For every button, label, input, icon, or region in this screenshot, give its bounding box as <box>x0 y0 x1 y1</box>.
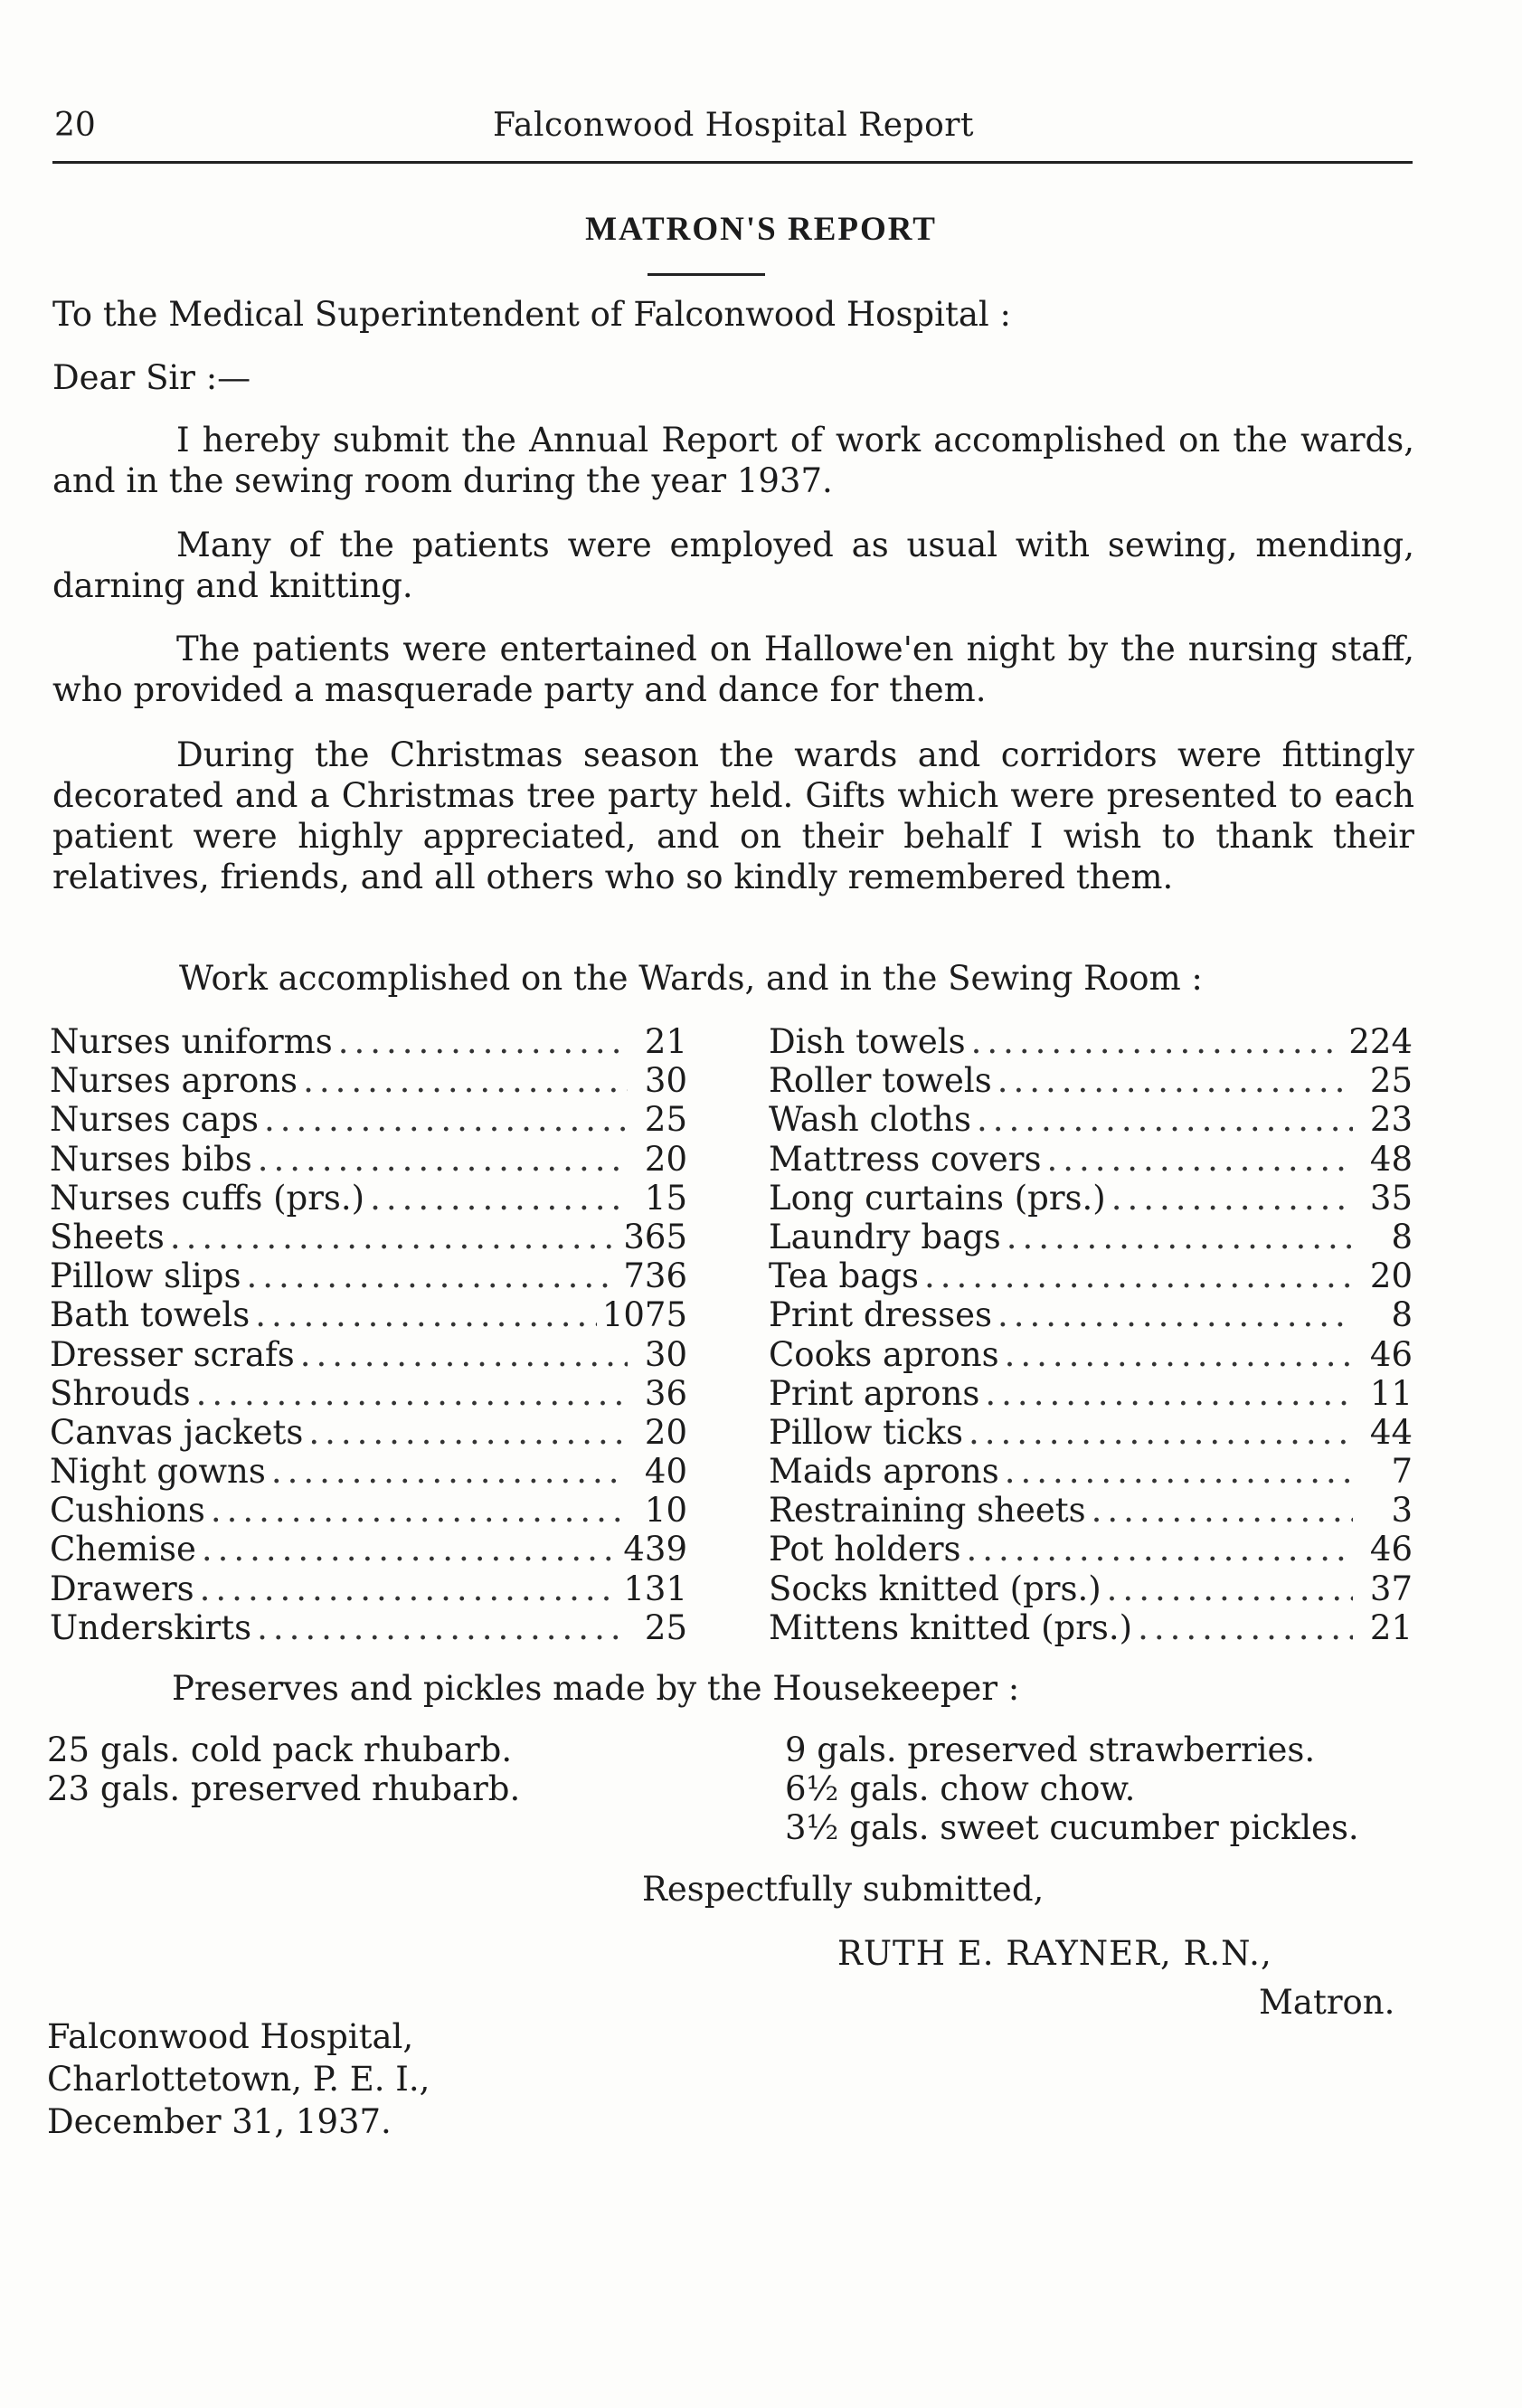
list-item <box>50 1608 687 1647</box>
leader-dots <box>1005 1452 1353 1491</box>
item-count: 7 <box>1391 1452 1413 1492</box>
item-label: Mattress covers <box>769 1139 1042 1179</box>
preserves-item: 9 gals. preserved strawberries. <box>785 1730 1316 1769</box>
item-label: Night gowns <box>50 1452 266 1492</box>
leader-dots <box>1005 1335 1353 1374</box>
list-item <box>50 1569 687 1608</box>
leader-dots <box>1107 1569 1353 1608</box>
item-count: 20 <box>644 1412 687 1452</box>
item-count: 23 <box>1369 1100 1413 1140</box>
item-count: 37 <box>1369 1569 1413 1608</box>
list-item <box>50 1061 687 1100</box>
address-line: Falconwood Hospital, <box>47 2017 414 2056</box>
leader-dots <box>1138 1608 1353 1647</box>
list-item <box>769 1140 1413 1179</box>
leader-dots <box>255 1295 597 1334</box>
leader-dots <box>338 1022 628 1061</box>
item-label: Nurses aprons <box>50 1061 298 1101</box>
item-count: 36 <box>644 1373 687 1413</box>
item-count: 48 <box>1369 1139 1413 1179</box>
list-item <box>769 1100 1413 1139</box>
leader-dots <box>997 1061 1353 1100</box>
item-count: 11 <box>1369 1373 1413 1413</box>
item-label: Socks knitted (prs.) <box>769 1569 1101 1608</box>
list-item <box>769 1218 1413 1256</box>
item-count: 30 <box>644 1061 687 1101</box>
leader-dots <box>258 1140 628 1179</box>
leader-dots <box>300 1335 628 1374</box>
leader-dots <box>969 1413 1353 1452</box>
paragraph-text: The patients were entertained on Hallowe'en night by the nursing staff, who provided a masquerade party and dance for them. <box>52 630 1414 709</box>
list-item <box>769 1179 1413 1218</box>
paragraph <box>52 525 1414 606</box>
list-item <box>769 1491 1413 1530</box>
item-count: 365 <box>623 1217 687 1256</box>
greeting: Dear Sir :— <box>52 358 251 397</box>
title-rule <box>648 273 765 276</box>
leader-dots <box>200 1569 619 1608</box>
item-label: Cushions <box>50 1491 205 1531</box>
item-label: Bath towels <box>50 1295 251 1335</box>
item-count: 20 <box>1369 1256 1413 1296</box>
item-count: 3 <box>1391 1491 1413 1531</box>
leader-dots <box>1007 1218 1353 1256</box>
leader-dots <box>308 1413 628 1452</box>
preserves-item: 25 gals. cold pack rhubarb. <box>47 1730 513 1769</box>
list-item <box>50 1335 687 1374</box>
list-item <box>50 1140 687 1179</box>
address-block <box>47 2015 430 2143</box>
leader-dots <box>967 1530 1354 1569</box>
list-item <box>50 1452 687 1491</box>
item-label: Print dresses <box>769 1295 993 1335</box>
header-rule <box>52 161 1413 164</box>
item-label: Nurses bibs <box>50 1139 252 1179</box>
work-list-left <box>50 1022 687 1647</box>
item-count: 8 <box>1391 1217 1413 1256</box>
paragraph <box>52 420 1414 501</box>
leader-dots <box>1092 1491 1353 1530</box>
leader-dots <box>997 1295 1353 1334</box>
preserves-intro: Preserves and pickles made by the Housekeeper : <box>172 1669 1020 1708</box>
list-item <box>50 1100 687 1139</box>
paragraph <box>52 735 1414 897</box>
item-label: Sheets <box>50 1217 165 1256</box>
leader-dots <box>303 1061 628 1100</box>
work-intro: Work accomplished on the Wards, and in the Sewing Room : <box>179 959 1203 998</box>
item-label: Nurses caps <box>50 1100 259 1140</box>
list-item <box>50 1256 687 1295</box>
running-title: Falconwood Hospital Report <box>493 107 974 144</box>
item-label: Mittens knitted (prs.) <box>769 1607 1133 1647</box>
page-number: 20 <box>54 107 96 144</box>
item-label: Dresser scrafs <box>50 1334 295 1374</box>
item-label: Cooks aprons <box>769 1334 999 1374</box>
paragraph-text: I hereby submit the Annual Report of work accomplished on the wards, and in the sewing room during the year 1937. <box>52 421 1414 500</box>
list-item <box>50 1218 687 1256</box>
list-item <box>769 1256 1413 1295</box>
paragraph-text: Many of the patients were employed as usual with sewing, mending, darning and knitting. <box>52 526 1414 605</box>
item-label: Chemise <box>50 1530 196 1569</box>
item-count: 21 <box>644 1022 687 1061</box>
item-count: 44 <box>1369 1412 1413 1452</box>
list-item <box>769 1295 1413 1334</box>
list-item <box>50 1413 687 1452</box>
leader-dots <box>196 1374 628 1413</box>
preserves-list-left <box>47 1730 520 1808</box>
item-label: Pillow ticks <box>769 1412 963 1452</box>
item-count: 20 <box>644 1139 687 1179</box>
leader-dots <box>170 1218 619 1256</box>
item-label: Pillow slips <box>50 1256 241 1296</box>
report-title: MATRON'S REPORT <box>585 211 937 248</box>
signer-name: RUTH E. RAYNER, R.N., <box>837 1934 1272 1973</box>
list-item <box>769 1569 1413 1608</box>
item-label: Pot holders <box>769 1530 961 1569</box>
item-label: Long curtains (prs.) <box>769 1178 1106 1218</box>
item-label: Restraining sheets <box>769 1491 1086 1531</box>
item-label: Laundry bags <box>769 1217 1001 1256</box>
paragraph <box>52 629 1414 710</box>
leader-dots <box>924 1256 1353 1295</box>
item-count: 1075 <box>601 1295 687 1335</box>
list-item <box>50 1530 687 1569</box>
preserves-item: 3½ gals. sweet cucumber pickles. <box>785 1808 1359 1847</box>
closing: Respectfully submitted, <box>642 1870 1045 1909</box>
item-label: Underskirts <box>50 1607 252 1647</box>
list-item <box>50 1374 687 1413</box>
item-label: Nurses uniforms <box>50 1022 333 1061</box>
item-label: Roller towels <box>769 1061 992 1101</box>
item-count: 736 <box>623 1256 687 1296</box>
leader-dots <box>985 1374 1353 1413</box>
signer-title: Matron. <box>1259 1983 1395 2022</box>
item-count: 25 <box>644 1607 687 1647</box>
salutation: To the Medical Superintendent of Falconwood Hospital : <box>52 295 1011 334</box>
item-count: 46 <box>1369 1334 1413 1374</box>
leader-dots <box>1111 1179 1353 1218</box>
item-count: 21 <box>1369 1607 1413 1647</box>
item-label: Drawers <box>50 1569 194 1608</box>
list-item <box>769 1452 1413 1491</box>
address-line: December 31, 1937. <box>47 2102 392 2141</box>
item-label: Canvas jackets <box>50 1412 304 1452</box>
list-item <box>769 1061 1413 1100</box>
list-item <box>769 1022 1413 1061</box>
item-count: 439 <box>623 1530 687 1569</box>
preserves-item: 6½ gals. chow chow. <box>785 1769 1136 1808</box>
item-count: 25 <box>644 1100 687 1140</box>
leader-dots <box>246 1256 618 1295</box>
leader-dots <box>1046 1140 1353 1179</box>
preserves-list-right <box>785 1730 1359 1847</box>
list-item <box>769 1530 1413 1569</box>
list-item <box>769 1374 1413 1413</box>
leader-dots <box>211 1491 628 1530</box>
item-count: 131 <box>623 1569 687 1608</box>
list-item <box>769 1335 1413 1374</box>
list-item <box>50 1491 687 1530</box>
preserves-item: 23 gals. preserved rhubarb. <box>47 1769 521 1808</box>
list-item <box>50 1295 687 1334</box>
list-item <box>50 1022 687 1061</box>
leader-dots <box>202 1530 619 1569</box>
item-count: 40 <box>644 1452 687 1492</box>
item-label: Shrouds <box>50 1373 191 1413</box>
leader-dots <box>257 1608 628 1647</box>
leader-dots <box>264 1100 628 1139</box>
item-label: Wash cloths <box>769 1100 971 1140</box>
item-label: Nurses cuffs (prs.) <box>50 1178 365 1218</box>
leader-dots <box>271 1452 628 1491</box>
item-count: 15 <box>644 1178 687 1218</box>
leader-dots <box>971 1022 1344 1061</box>
item-label: Print aprons <box>769 1373 980 1413</box>
item-count: 10 <box>644 1491 687 1531</box>
page-header <box>54 107 1413 150</box>
item-count: 46 <box>1369 1530 1413 1569</box>
list-item <box>769 1608 1413 1647</box>
item-count: 8 <box>1391 1295 1413 1335</box>
leader-dots <box>370 1179 628 1218</box>
leader-dots <box>977 1100 1353 1139</box>
address-line: Charlottetown, P. E. I., <box>47 2060 430 2099</box>
item-count: 224 <box>1348 1022 1413 1061</box>
item-count: 25 <box>1369 1061 1413 1101</box>
paragraph-text: During the Christmas season the wards and corridors were fittingly decorated and a Christmas tree party held. Gifts which were presented to each patient were highly appreciated, and on their behalf I wish to thank their relatives, friends, and all others who so kindly remembered them. <box>52 735 1414 896</box>
list-item <box>769 1413 1413 1452</box>
item-label: Maids aprons <box>769 1452 999 1492</box>
list-item <box>50 1179 687 1218</box>
item-label: Tea bags <box>769 1256 919 1296</box>
work-list-right <box>769 1022 1413 1647</box>
item-count: 35 <box>1369 1178 1413 1218</box>
item-label: Dish towels <box>769 1022 966 1061</box>
item-count: 30 <box>644 1334 687 1374</box>
